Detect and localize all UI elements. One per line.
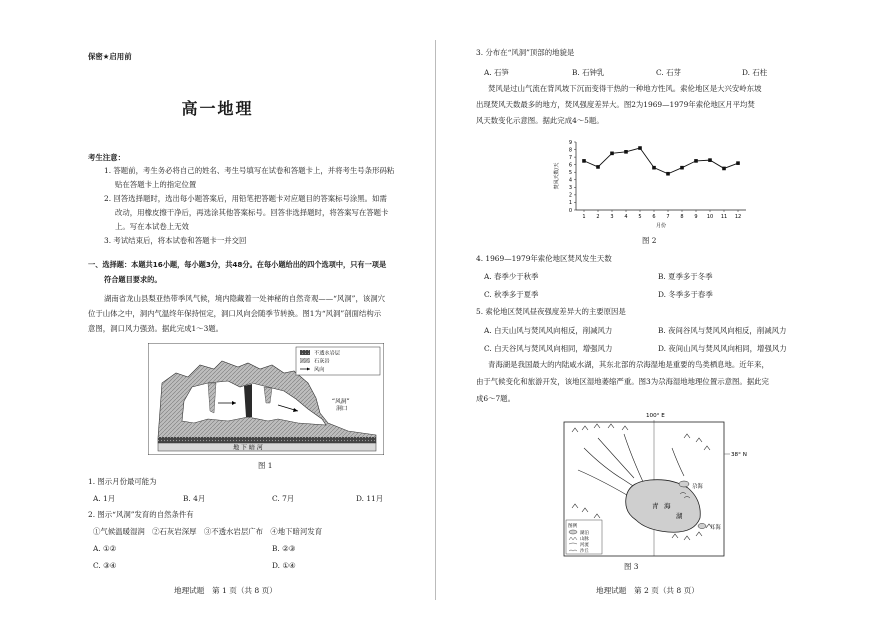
- data-point: [694, 159, 698, 163]
- intro-line: 位于山体之中，洞内气温终年保持恒定，洞口风向会随季节转换。图1为“风洞”剖面结构示: [88, 309, 382, 318]
- river: [598, 438, 634, 478]
- page-2-footer: 地理试题 第 2 页（共 8 页）: [596, 586, 699, 595]
- q2-option-c[interactable]: C. ③④: [93, 561, 117, 570]
- cave-label: “风洞”: [332, 399, 350, 405]
- legend-label: 风向: [314, 367, 325, 373]
- q2-option-d[interactable]: D. ①④: [272, 561, 296, 570]
- q4-option-c[interactable]: C. 秋季多于夏季: [484, 290, 539, 299]
- x-tick-label: 4: [624, 214, 628, 220]
- figure-3-caption: 图 3: [624, 562, 639, 571]
- x-axis-label: 月份: [655, 223, 667, 229]
- data-point: [610, 152, 614, 156]
- y-tick-label: 4: [568, 177, 572, 184]
- data-point: [666, 172, 670, 176]
- q1-option-a[interactable]: A. 1月: [93, 494, 116, 503]
- intro-2-line: 出现焚风天数最多的地方，焚风强度差异大。图2为1969—1979年索伦地区月平均焚: [476, 100, 755, 109]
- lake-label: 湖: [676, 512, 683, 520]
- x-tick-label: 10: [706, 214, 714, 220]
- question-1: 1. 图示月份最可能为: [88, 477, 157, 486]
- legend-label: 河流: [580, 543, 589, 548]
- q1-option-b[interactable]: B. 4月: [183, 494, 206, 503]
- intro-3-line: 成6～7题。: [476, 394, 515, 403]
- y-tick-label: 1: [568, 200, 572, 207]
- y-tick-label: 7: [568, 154, 572, 161]
- qinghai-lake: [626, 480, 701, 533]
- legend-label: 石灰岩: [314, 358, 330, 365]
- q5-option-c[interactable]: C. 白天谷风与焚风风向相同，增强风力: [484, 344, 613, 353]
- x-tick-label: 7: [666, 214, 670, 220]
- data-point: [708, 158, 712, 162]
- y-tick-label: 9: [568, 139, 572, 146]
- intro-line: 意图，洞口风力强劲。据此完成1～3题。: [88, 324, 224, 333]
- figure-2-line-chart: [546, 136, 756, 232]
- y-tick-label: 0: [568, 207, 572, 214]
- notice-line: 上。写在本试卷上无效: [115, 222, 189, 231]
- intro-3-line: 由于气候变化和旅游开发，该地区湿地萎缩严重。图3为尕海湿地地理位置示意图。据此完: [476, 377, 769, 386]
- figure-3-map: [554, 408, 754, 560]
- q5-option-a[interactable]: A. 白天山风与焚风风向相反，削减风力: [484, 326, 613, 335]
- x-tick-label: 6: [652, 214, 656, 220]
- place-label: 尕海: [692, 484, 703, 490]
- x-tick-label: 2: [596, 214, 600, 220]
- lake-label: 海: [664, 502, 671, 510]
- cave-mouth-label: 洞口: [336, 406, 348, 412]
- legend-lake-swatch: [569, 530, 577, 534]
- data-point: [722, 167, 726, 171]
- data-point: [582, 159, 586, 163]
- figure-2-caption: 图 2: [642, 236, 657, 245]
- x-tick-label: 11: [720, 214, 728, 220]
- page-1-footer: 地理试题 第 1 页（共 8 页）: [174, 586, 277, 595]
- question-2: 2. 图示“风洞”发育的自然条件有: [88, 510, 194, 519]
- q5-option-d[interactable]: D. 夜间山风与焚风风向相同，增强风力: [658, 344, 787, 353]
- gahai-lake: [679, 481, 689, 487]
- data-point: [680, 166, 684, 170]
- x-tick-label: 5: [638, 214, 642, 220]
- lake-label: 青: [652, 502, 659, 510]
- intro-line: 湖南省龙山县梨亚热带季风气候，境内隐藏着一处神秘的自然奇观——“风洞”，该洞穴: [104, 294, 386, 303]
- notice-line: 2. 回答选择题时，选出每小题答案后，用铅笔把答题卡对应题目的答案标号涂黑。如需: [104, 194, 387, 203]
- q2-option-b[interactable]: B. ②③: [272, 544, 296, 553]
- x-tick-label: 3: [610, 214, 614, 220]
- x-tick-label: 8: [680, 214, 684, 220]
- legend-label: 不透水岩层: [314, 350, 340, 357]
- series-line: [584, 148, 738, 174]
- y-axis-label: 焚风天数/天: [554, 162, 560, 190]
- river-label: 地 下 暗 河: [233, 444, 263, 452]
- q1-option-c[interactable]: C. 7月: [272, 494, 295, 503]
- data-point: [652, 166, 656, 170]
- legend-label: 湖泊: [580, 531, 589, 536]
- page-title: 高一地理: [181, 99, 254, 118]
- legend-label: 沙丘: [580, 549, 589, 554]
- legend-label: 山脉: [580, 537, 589, 542]
- q1-option-d[interactable]: D. 11月: [356, 494, 384, 503]
- secret-label: 保密★启用前: [88, 52, 132, 61]
- intro-2-line: 风天数变化示意图。据此完成4～5题。: [476, 116, 604, 125]
- q5-option-b[interactable]: B. 夜间谷风与焚风风向相反，削减风力: [658, 326, 787, 335]
- legend-title: 图例: [568, 524, 578, 529]
- section-title-2: 符合题目要求的。: [104, 275, 162, 284]
- latitude-label: 38° N: [731, 452, 747, 458]
- legend-swatch-impermeable: [300, 350, 310, 355]
- notice-line: 改动，用橡皮擦干净后，再选涂其他答案标号。回答非选择题时，将答案写在答题卡: [115, 208, 389, 217]
- figure-1-caption: 图 1: [258, 461, 273, 470]
- erhai-lake: [698, 524, 706, 529]
- q3-option-b[interactable]: B. 石钟乳: [572, 68, 605, 77]
- question-3: 3. 分布在“风洞”顶部的地貌是: [476, 48, 575, 57]
- q2-items: ①气候温暖湿润 ②石灰岩深厚 ③不透水岩层广布 ④地下暗河发育: [93, 527, 323, 536]
- x-tick-label: 1: [582, 214, 586, 220]
- y-tick-label: 8: [568, 147, 572, 154]
- x-tick-label: 9: [694, 214, 698, 220]
- notice-line: 3. 考试结束后，将本试卷和答题卡一并交回: [104, 236, 247, 245]
- x-tick-label: 12: [734, 214, 742, 220]
- section-title: 一、选择题：本题共16小题，每小题3分，共48分。在每小题给出的四个选项中，只有一项是: [88, 260, 387, 269]
- notice-line: 贴在答题卡上的指定位置: [115, 180, 197, 189]
- q4-option-b[interactable]: B. 夏季多于冬季: [658, 272, 713, 281]
- page-2: [436, 0, 870, 629]
- q4-option-d[interactable]: D. 冬季多于春季: [658, 290, 713, 299]
- question-5: 5. 索伦地区焚风昼夜强度差异大的主要原因是: [476, 307, 626, 316]
- q3-option-a[interactable]: A. 石笋: [484, 68, 509, 77]
- data-point: [736, 161, 740, 165]
- place-label: 耳海: [710, 525, 721, 531]
- q3-option-d[interactable]: D. 石柱: [742, 68, 768, 77]
- figure-1-cave-diagram: [148, 343, 384, 455]
- y-tick-label: 5: [568, 170, 572, 177]
- legend-swatch-limestone: [300, 358, 310, 363]
- river: [624, 434, 644, 484]
- data-point: [596, 165, 600, 169]
- data-point: [638, 146, 642, 150]
- question-4: 4. 1969—1979年索伦地区焚风发生天数: [476, 254, 612, 263]
- notice-title: 考生注意：: [88, 153, 125, 162]
- q2-option-a[interactable]: A. ①②: [93, 544, 117, 553]
- data-point: [624, 150, 628, 154]
- river: [672, 448, 684, 476]
- longitude-label: 100° E: [646, 413, 665, 419]
- underground-river: [158, 443, 376, 451]
- y-tick-label: 3: [568, 185, 572, 192]
- q3-option-c[interactable]: C. 石芽: [656, 68, 681, 77]
- q4-option-a[interactable]: A. 春季少于秋季: [484, 272, 539, 281]
- y-tick-label: 6: [568, 162, 572, 169]
- intro-3-line: 青海湖是我国最大的内陆咸水湖，其东北部的尕海湿地是重要的鸟类栖息地。近年来，: [488, 360, 769, 369]
- intro-2-line: 焚风是过山气流在背风坡下沉而变得干热的一种地方性风。索伦地区是大兴安岭东坡: [488, 84, 762, 93]
- notice-line: 1. 答题前，考生务必将自己的姓名、考生号填写在试卷和答题卡上，并将考生号条形码粘: [104, 166, 395, 175]
- y-tick-label: 2: [568, 192, 572, 199]
